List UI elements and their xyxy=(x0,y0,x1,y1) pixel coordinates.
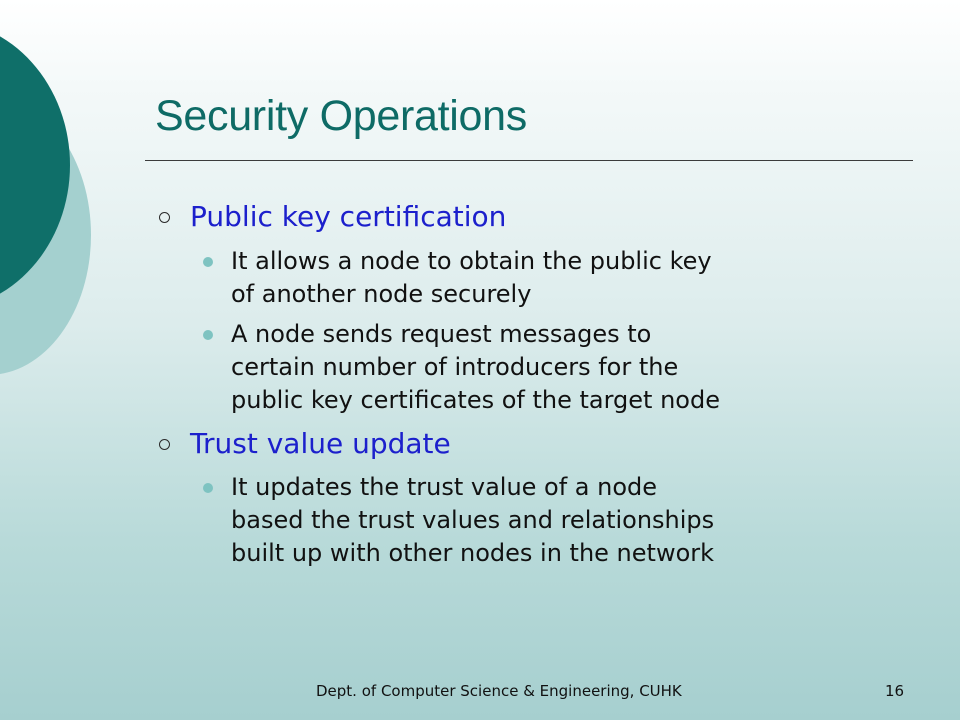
title-divider xyxy=(145,160,913,161)
bullet-line: A node sends request messages to xyxy=(231,320,652,348)
section-heading-trust-value xyxy=(190,427,451,461)
hollow-circle-bullet-icon xyxy=(159,439,170,450)
bullet-line: built up with other nodes in the network xyxy=(231,539,715,567)
bullet-item xyxy=(231,471,831,570)
section-heading-text: Public key certification xyxy=(190,200,507,233)
section-heading-text: Trust value update xyxy=(190,427,451,460)
dot-bullet-icon xyxy=(203,483,213,493)
bullet-item xyxy=(231,245,831,311)
bullet-line: certain number of introducers for the xyxy=(231,353,679,381)
slide-title: Security Operations xyxy=(155,92,527,140)
bullet-line: based the trust values and relationships xyxy=(231,506,715,534)
dot-bullet-icon xyxy=(203,330,213,340)
dot-bullet-icon xyxy=(203,257,213,267)
hollow-circle-bullet-icon xyxy=(159,212,170,223)
slide-footer: Dept. of Computer Science & Engineering, CUHK xyxy=(316,682,682,700)
bullet-line: public key certificates of the target node xyxy=(231,386,720,414)
bullet-line: of another node securely xyxy=(231,280,532,308)
section-heading-public-key xyxy=(190,200,506,234)
bullet-line: It updates the trust value of a node xyxy=(231,473,658,501)
page-number: 16 xyxy=(885,682,905,700)
bullet-item xyxy=(231,318,831,417)
bullet-line: It allows a node to obtain the public key xyxy=(231,247,712,275)
